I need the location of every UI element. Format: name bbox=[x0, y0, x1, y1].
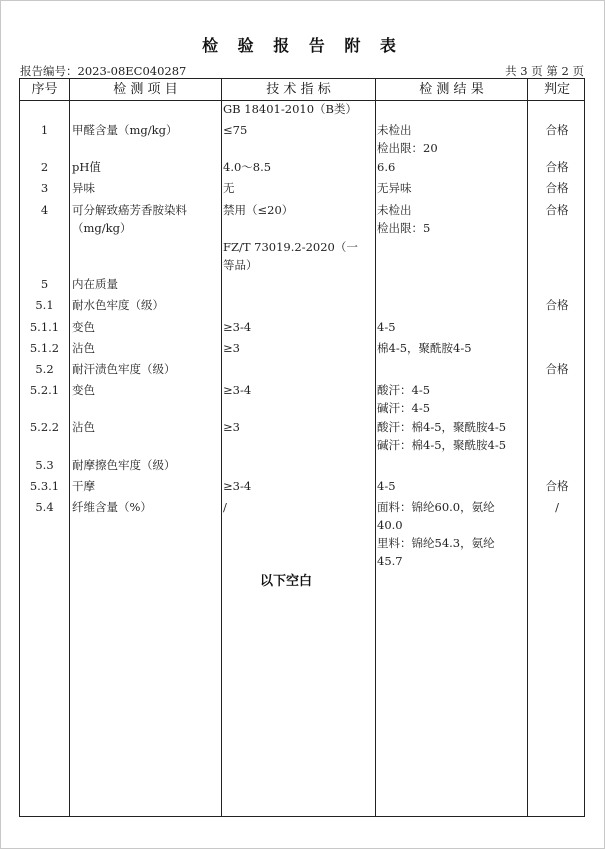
header-judgement: 判定 bbox=[543, 82, 570, 97]
row-number: 5.1 bbox=[35, 298, 54, 312]
row-item: 耐水色牢度（级） bbox=[72, 298, 164, 312]
row-standard: / bbox=[223, 500, 227, 514]
row-number: 5.4 bbox=[35, 500, 54, 514]
row-result: 里料：锦纶54.3，氨纶 bbox=[377, 536, 495, 550]
row-item: 干摩 bbox=[72, 479, 95, 493]
row-number: 5.2.1 bbox=[29, 383, 60, 397]
row-standard: ≤75 bbox=[223, 123, 248, 137]
row-number: 5 bbox=[40, 277, 49, 291]
row-standard: ≥3-4 bbox=[223, 479, 252, 493]
row-judgement: 合格 bbox=[545, 123, 569, 137]
row-standard: ≥3 bbox=[223, 420, 240, 434]
row-judgement: 合格 bbox=[545, 479, 569, 493]
row-number: 4 bbox=[40, 203, 49, 217]
row-result: 棉4-5，聚酰胺4-5 bbox=[377, 341, 472, 355]
row-standard: FZ/T 73019.2-2020（一 bbox=[223, 240, 358, 254]
row-result: 酸汗：4-5 bbox=[377, 383, 431, 397]
column-divider bbox=[69, 79, 70, 816]
row-standard: 等品） bbox=[223, 258, 258, 272]
row-judgement: 合格 bbox=[545, 362, 569, 376]
row-item: 可分解致癌芳香胺染料 bbox=[72, 203, 187, 217]
row-judgement: 合格 bbox=[545, 298, 569, 312]
report-title: 检 验 报 告 附 表 bbox=[202, 36, 403, 55]
row-result: 未检出 bbox=[377, 123, 412, 137]
column-divider bbox=[375, 79, 376, 816]
row-judgement: / bbox=[555, 500, 559, 514]
row-item: 异味 bbox=[72, 181, 95, 195]
row-number: 3 bbox=[40, 181, 49, 195]
row-result: 检出限：20 bbox=[377, 141, 438, 155]
row-number: 2 bbox=[40, 160, 49, 174]
header-result: 检 测 结 果 bbox=[419, 82, 484, 97]
row-result: 4-5 bbox=[377, 479, 396, 493]
row-result: 碱汗：4-5 bbox=[377, 401, 431, 415]
page-indicator: 共 3 页 第 2 页 bbox=[505, 64, 584, 78]
row-item: 沾色 bbox=[72, 420, 95, 434]
row-result: 检出限：5 bbox=[377, 221, 431, 235]
row-number: 5.3 bbox=[35, 458, 54, 472]
row-result: 6.6 bbox=[377, 160, 396, 174]
row-item: pH值 bbox=[72, 160, 101, 174]
row-result: 酸汗：棉4-5，聚酰胺4-5 bbox=[377, 420, 507, 434]
row-item: 沾色 bbox=[72, 341, 95, 355]
row-result: 4-5 bbox=[377, 320, 396, 334]
row-standard: ≥3 bbox=[223, 341, 240, 355]
row-standard: ≥3-4 bbox=[223, 383, 252, 397]
row-judgement: 合格 bbox=[545, 181, 569, 195]
row-item: 耐汗渍色牢度（级） bbox=[72, 362, 176, 376]
row-number: 5.3.1 bbox=[29, 479, 60, 493]
row-item: 内在质量 bbox=[72, 277, 118, 291]
row-item: 变色 bbox=[72, 320, 95, 334]
row-result: 未检出 bbox=[377, 203, 412, 217]
row-result: 45.7 bbox=[377, 554, 403, 568]
row-result: 无异味 bbox=[377, 181, 412, 195]
row-result: 40.0 bbox=[377, 518, 403, 532]
row-number: 5.2.2 bbox=[29, 420, 60, 434]
results-table bbox=[19, 78, 585, 817]
row-standard: 无 bbox=[223, 181, 235, 195]
row-item: 耐摩擦色牢度（级） bbox=[72, 458, 176, 472]
header-standard: 技 术 指 标 bbox=[266, 82, 331, 97]
row-result: 碱汗：棉4-5，聚酰胺4-5 bbox=[377, 438, 507, 452]
header-item: 检 测 项 目 bbox=[113, 82, 178, 97]
column-divider bbox=[221, 79, 222, 816]
blank-below-note: 以下空白 bbox=[260, 574, 313, 589]
row-number: 5.1.1 bbox=[29, 320, 60, 334]
row-item: 纤维含量（%） bbox=[72, 500, 152, 514]
row-item: 变色 bbox=[72, 383, 95, 397]
row-number: 1 bbox=[40, 123, 49, 137]
row-item: （mg/kg） bbox=[72, 221, 132, 235]
row-standard: 4.0～8.5 bbox=[223, 160, 272, 174]
row-number: 5.2 bbox=[35, 362, 54, 376]
row-number: 5.1.2 bbox=[29, 341, 60, 355]
header-no: 序号 bbox=[31, 82, 58, 97]
row-standard: GB 18401-2010（B类） bbox=[223, 102, 357, 116]
row-standard: ≥3-4 bbox=[223, 320, 252, 334]
report-number: 报告编号：2023-08EC040287 bbox=[20, 64, 187, 78]
row-result: 面料：锦纶60.0，氨纶 bbox=[377, 500, 495, 514]
row-judgement: 合格 bbox=[545, 160, 569, 174]
row-standard: 禁用（≤20） bbox=[223, 203, 294, 217]
row-judgement: 合格 bbox=[545, 203, 569, 217]
row-item: 甲醛含量（mg/kg） bbox=[72, 123, 178, 137]
